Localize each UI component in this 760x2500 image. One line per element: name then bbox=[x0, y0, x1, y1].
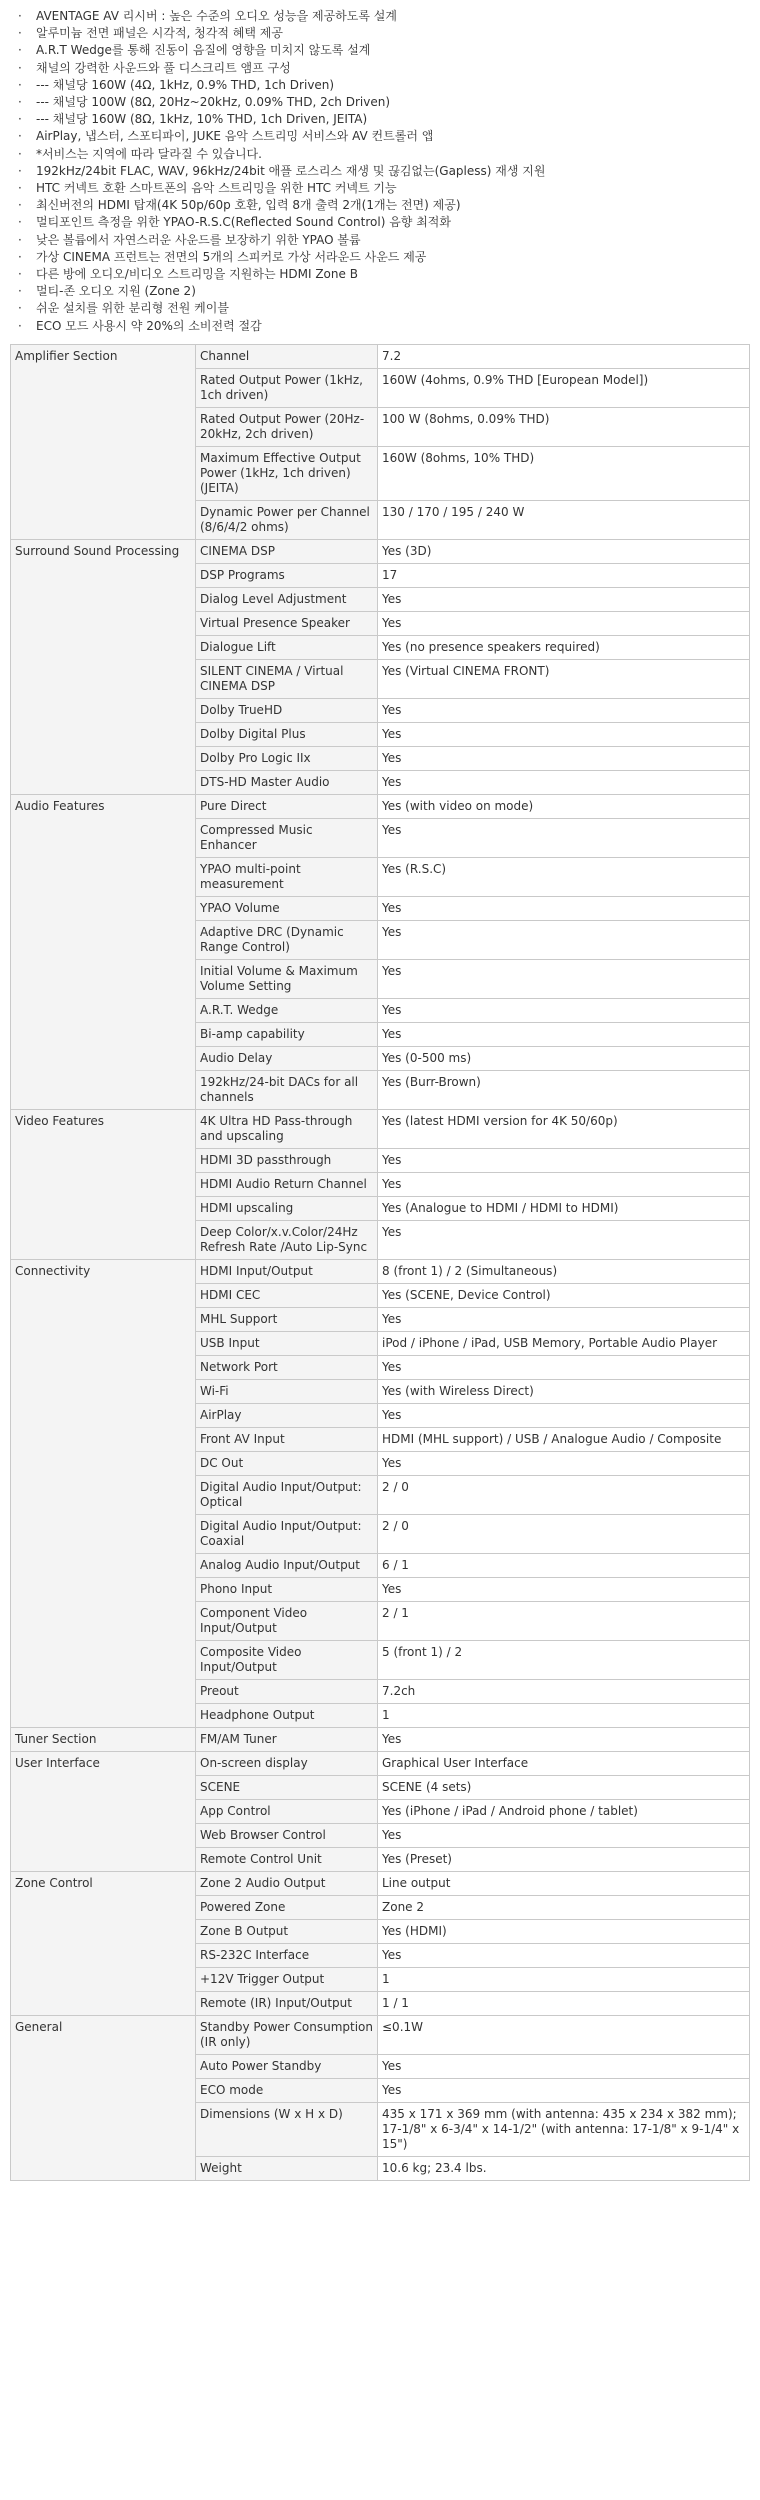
spec-category: Tuner Section bbox=[11, 1727, 196, 1751]
spec-value: Yes (latest HDMI version for 4K 50/60p) bbox=[378, 1109, 750, 1148]
spec-feature: YPAO multi-point measurement bbox=[196, 857, 378, 896]
feature-item: · 다른 방에 오디오/비디오 스트리밍을 지원하는 HDMI Zone B bbox=[16, 266, 750, 283]
spec-value: Yes (iPhone / iPad / Android phone / tablet) bbox=[378, 1799, 750, 1823]
spec-feature: +12V Trigger Output bbox=[196, 1967, 378, 1991]
spec-value: Yes bbox=[378, 1451, 750, 1475]
spec-value: Yes (Analogue to HDMI / HDMI to HDMI) bbox=[378, 1196, 750, 1220]
spec-value: 2 / 0 bbox=[378, 1514, 750, 1553]
spec-feature: Remote Control Unit bbox=[196, 1847, 378, 1871]
spec-feature: Audio Delay bbox=[196, 1046, 378, 1070]
spec-value: 7.2 bbox=[378, 344, 750, 368]
spec-feature: Phono Input bbox=[196, 1577, 378, 1601]
spec-feature: Compressed Music Enhancer bbox=[196, 818, 378, 857]
spec-value: Yes bbox=[378, 2078, 750, 2102]
spec-value: Yes (Preset) bbox=[378, 1847, 750, 1871]
spec-feature: Standby Power Consumption (IR only) bbox=[196, 2015, 378, 2054]
spec-value: Yes bbox=[378, 1022, 750, 1046]
spec-feature: HDMI CEC bbox=[196, 1283, 378, 1307]
feature-item: · ECO 모드 사용시 약 20%의 소비전력 절감 bbox=[16, 318, 750, 335]
spec-value: Yes bbox=[378, 1403, 750, 1427]
spec-feature: Zone B Output bbox=[196, 1919, 378, 1943]
spec-feature: FM/AM Tuner bbox=[196, 1727, 378, 1751]
spec-value: Yes bbox=[378, 770, 750, 794]
spec-feature: RS-232C Interface bbox=[196, 1943, 378, 1967]
spec-feature: Headphone Output bbox=[196, 1703, 378, 1727]
spec-feature: Digital Audio Input/Output: Coaxial bbox=[196, 1514, 378, 1553]
spec-value: Yes (Burr-Brown) bbox=[378, 1070, 750, 1109]
spec-category: General bbox=[11, 2015, 196, 2180]
spec-value: 1 bbox=[378, 1967, 750, 1991]
spec-category: Zone Control bbox=[11, 1871, 196, 2015]
spec-row bbox=[11, 794, 750, 818]
spec-value: Yes (Virtual CINEMA FRONT) bbox=[378, 659, 750, 698]
spec-feature: Composite Video Input/Output bbox=[196, 1640, 378, 1679]
spec-feature: Network Port bbox=[196, 1355, 378, 1379]
spec-row bbox=[11, 1727, 750, 1751]
spec-feature: 192kHz/24-bit DACs for all channels bbox=[196, 1070, 378, 1109]
spec-value: Yes bbox=[378, 1172, 750, 1196]
spec-feature: Web Browser Control bbox=[196, 1823, 378, 1847]
spec-feature: DSP Programs bbox=[196, 563, 378, 587]
spec-value: Yes (3D) bbox=[378, 539, 750, 563]
spec-feature: HDMI Input/Output bbox=[196, 1259, 378, 1283]
spec-feature: Initial Volume & Maximum Volume Setting bbox=[196, 959, 378, 998]
spec-category: Connectivity bbox=[11, 1259, 196, 1727]
spec-feature: Wi-Fi bbox=[196, 1379, 378, 1403]
spec-feature: HDMI 3D passthrough bbox=[196, 1148, 378, 1172]
feature-item: · 알루미늄 전면 패널은 시각적, 청각적 혜택 제공 bbox=[16, 25, 750, 42]
spec-value: Yes bbox=[378, 1148, 750, 1172]
spec-value: Yes bbox=[378, 698, 750, 722]
spec-value: 2 / 1 bbox=[378, 1601, 750, 1640]
spec-feature: Rated Output Power (1kHz, 1ch driven) bbox=[196, 368, 378, 407]
feature-item: · AirPlay, 냅스터, 스포티파이, JUKE 음악 스트리밍 서비스와 AV 컨트롤러 앱 bbox=[16, 128, 750, 145]
spec-value: Yes (with Wireless Direct) bbox=[378, 1379, 750, 1403]
spec-category: User Interface bbox=[11, 1751, 196, 1871]
spec-feature: USB Input bbox=[196, 1331, 378, 1355]
spec-value: 8 (front 1) / 2 (Simultaneous) bbox=[378, 1259, 750, 1283]
spec-feature: Digital Audio Input/Output: Optical bbox=[196, 1475, 378, 1514]
spec-feature: Dolby TrueHD bbox=[196, 698, 378, 722]
spec-value: 1 / 1 bbox=[378, 1991, 750, 2015]
feature-item: · 멀티-존 오디오 지원 (Zone 2) bbox=[16, 283, 750, 300]
feature-item: · 쉬운 설치를 위한 분리형 전원 케이블 bbox=[16, 300, 750, 317]
spec-value: 130 / 170 / 195 / 240 W bbox=[378, 500, 750, 539]
spec-feature: Virtual Presence Speaker bbox=[196, 611, 378, 635]
spec-feature: 4K Ultra HD Pass-through and upscaling bbox=[196, 1109, 378, 1148]
spec-value: Yes bbox=[378, 1943, 750, 1967]
spec-value: 2 / 0 bbox=[378, 1475, 750, 1514]
spec-table bbox=[10, 344, 750, 2181]
spec-feature: Dynamic Power per Channel (8/6/4/2 ohms) bbox=[196, 500, 378, 539]
spec-value: Yes (no presence speakers required) bbox=[378, 635, 750, 659]
spec-value: 100 W (8ohms, 0.09% THD) bbox=[378, 407, 750, 446]
spec-row bbox=[11, 539, 750, 563]
feature-item: · 가상 CINEMA 프런트는 전면의 5개의 스피커로 가상 서라운드 사운드 제공 bbox=[16, 249, 750, 266]
feature-item: · *서비스는 지역에 따라 달라질 수 있습니다. bbox=[16, 146, 750, 163]
spec-feature: Remote (IR) Input/Output bbox=[196, 1991, 378, 2015]
spec-value: Yes bbox=[378, 1577, 750, 1601]
feature-list bbox=[10, 8, 750, 335]
spec-feature: Deep Color/x.v.Color/24Hz Refresh Rate /Auto Lip-Sync bbox=[196, 1220, 378, 1259]
feature-item: · --- 채널당 100W (8Ω, 20Hz~20kHz, 0.09% THD, 2ch Driven) bbox=[16, 94, 750, 111]
spec-feature: Dimensions (W x H x D) bbox=[196, 2102, 378, 2156]
spec-value: Yes bbox=[378, 587, 750, 611]
spec-feature: HDMI Audio Return Channel bbox=[196, 1172, 378, 1196]
spec-feature: Rated Output Power (20Hz-20kHz, 2ch driven) bbox=[196, 407, 378, 446]
spec-value: 5 (front 1) / 2 bbox=[378, 1640, 750, 1679]
spec-feature: On-screen display bbox=[196, 1751, 378, 1775]
spec-row bbox=[11, 1259, 750, 1283]
spec-value: Yes (R.S.C) bbox=[378, 857, 750, 896]
spec-feature: SCENE bbox=[196, 1775, 378, 1799]
spec-feature: App Control bbox=[196, 1799, 378, 1823]
spec-feature: Auto Power Standby bbox=[196, 2054, 378, 2078]
spec-value: Yes bbox=[378, 1823, 750, 1847]
spec-value: Yes bbox=[378, 1307, 750, 1331]
spec-value: iPod / iPhone / iPad, USB Memory, Portable Audio Player bbox=[378, 1331, 750, 1355]
spec-feature: Dolby Pro Logic IIx bbox=[196, 746, 378, 770]
spec-feature: Adaptive DRC (Dynamic Range Control) bbox=[196, 920, 378, 959]
spec-value: Yes bbox=[378, 746, 750, 770]
feature-item: · 192kHz/24bit FLAC, WAV, 96kHz/24bit 애플 로스리스 재생 및 끊김없는(Gapless) 재생 지원 bbox=[16, 163, 750, 180]
spec-value: Yes bbox=[378, 920, 750, 959]
spec-value: 1 bbox=[378, 1703, 750, 1727]
spec-value: Yes (0-500 ms) bbox=[378, 1046, 750, 1070]
spec-feature: Front AV Input bbox=[196, 1427, 378, 1451]
feature-item: · --- 채널당 160W (4Ω, 1kHz, 0.9% THD, 1ch Driven) bbox=[16, 77, 750, 94]
spec-feature: Analog Audio Input/Output bbox=[196, 1553, 378, 1577]
spec-category: Surround Sound Processing bbox=[11, 539, 196, 794]
spec-feature: CINEMA DSP bbox=[196, 539, 378, 563]
spec-category: Amplifier Section bbox=[11, 344, 196, 539]
spec-value: 7.2ch bbox=[378, 1679, 750, 1703]
spec-value: Yes bbox=[378, 722, 750, 746]
spec-value: 6 / 1 bbox=[378, 1553, 750, 1577]
feature-item: · HTC 커넥트 호환 스마트폰의 음악 스트리밍을 위한 HTC 커넥트 기능 bbox=[16, 180, 750, 197]
spec-feature: Zone 2 Audio Output bbox=[196, 1871, 378, 1895]
spec-value: Yes bbox=[378, 818, 750, 857]
spec-feature: DC Out bbox=[196, 1451, 378, 1475]
spec-feature: Channel bbox=[196, 344, 378, 368]
spec-table-body bbox=[11, 344, 750, 2180]
spec-value: Yes (HDMI) bbox=[378, 1919, 750, 1943]
spec-value: Zone 2 bbox=[378, 1895, 750, 1919]
spec-value: Yes bbox=[378, 2054, 750, 2078]
spec-value: Yes (SCENE, Device Control) bbox=[378, 1283, 750, 1307]
spec-row bbox=[11, 1751, 750, 1775]
spec-value: 160W (8ohms, 10% THD) bbox=[378, 446, 750, 500]
spec-feature: MHL Support bbox=[196, 1307, 378, 1331]
feature-item: · AVENTAGE AV 리시버 : 높은 수준의 오디오 성능을 제공하도록 설계 bbox=[16, 8, 750, 25]
spec-feature: Maximum Effective Output Power (1kHz, 1ch driven) (JEITA) bbox=[196, 446, 378, 500]
spec-value: 435 x 171 x 369 mm (with antenna: 435 x 234 x 382 mm); 17-1/8" x 6-3/4" x 14-1/2" (with antenna: 17-1/8" x 9-1/4" x 15") bbox=[378, 2102, 750, 2156]
spec-value: Yes bbox=[378, 959, 750, 998]
spec-value: Yes bbox=[378, 998, 750, 1022]
spec-category: Video Features bbox=[11, 1109, 196, 1259]
feature-item: · --- 채널당 160W (8Ω, 1kHz, 10% THD, 1ch Driven, JEITA) bbox=[16, 111, 750, 128]
spec-row bbox=[11, 344, 750, 368]
spec-row bbox=[11, 2015, 750, 2054]
spec-feature: DTS-HD Master Audio bbox=[196, 770, 378, 794]
spec-feature: A.R.T. Wedge bbox=[196, 998, 378, 1022]
spec-row bbox=[11, 1109, 750, 1148]
spec-value: HDMI (MHL support) / USB / Analogue Audio / Composite bbox=[378, 1427, 750, 1451]
spec-row bbox=[11, 1871, 750, 1895]
spec-feature: AirPlay bbox=[196, 1403, 378, 1427]
spec-value: Yes bbox=[378, 1727, 750, 1751]
spec-feature: Bi-amp capability bbox=[196, 1022, 378, 1046]
spec-feature: HDMI upscaling bbox=[196, 1196, 378, 1220]
spec-feature: ECO mode bbox=[196, 2078, 378, 2102]
spec-value: Yes bbox=[378, 896, 750, 920]
feature-item: · 멀티포인트 측정을 위한 YPAO-R.S.C(Reflected Sound Control) 음향 최적화 bbox=[16, 214, 750, 231]
spec-feature: Weight bbox=[196, 2156, 378, 2180]
spec-value: 10.6 kg; 23.4 lbs. bbox=[378, 2156, 750, 2180]
feature-item: · 낮은 볼륨에서 자연스러운 사운드를 보장하기 위한 YPAO 볼륨 bbox=[16, 232, 750, 249]
spec-feature: SILENT CINEMA / Virtual CINEMA DSP bbox=[196, 659, 378, 698]
spec-value: Yes bbox=[378, 1355, 750, 1379]
spec-feature: Dialogue Lift bbox=[196, 635, 378, 659]
spec-category: Audio Features bbox=[11, 794, 196, 1109]
spec-feature: Powered Zone bbox=[196, 1895, 378, 1919]
spec-value: SCENE (4 sets) bbox=[378, 1775, 750, 1799]
spec-feature: Dolby Digital Plus bbox=[196, 722, 378, 746]
feature-item: · A.R.T Wedge를 통해 진동이 음질에 영향을 미치지 않도록 설계 bbox=[16, 42, 750, 59]
spec-feature: YPAO Volume bbox=[196, 896, 378, 920]
feature-item: · 채널의 강력한 사운드와 풀 디스크리트 앰프 구성 bbox=[16, 60, 750, 77]
spec-feature: Component Video Input/Output bbox=[196, 1601, 378, 1640]
spec-value: 160W (4ohms, 0.9% THD [European Model]) bbox=[378, 368, 750, 407]
spec-value: ≤0.1W bbox=[378, 2015, 750, 2054]
spec-value: Graphical User Interface bbox=[378, 1751, 750, 1775]
feature-item: · 최신버전의 HDMI 탑재(4K 50p/60p 호환, 입력 8개 출력 2개(1개는 전면) 제공) bbox=[16, 197, 750, 214]
spec-value: 17 bbox=[378, 563, 750, 587]
spec-value: Line output bbox=[378, 1871, 750, 1895]
spec-value: Yes bbox=[378, 1220, 750, 1259]
spec-feature: Preout bbox=[196, 1679, 378, 1703]
spec-value: Yes (with video on mode) bbox=[378, 794, 750, 818]
spec-feature: Pure Direct bbox=[196, 794, 378, 818]
spec-feature: Dialog Level Adjustment bbox=[196, 587, 378, 611]
spec-value: Yes bbox=[378, 611, 750, 635]
